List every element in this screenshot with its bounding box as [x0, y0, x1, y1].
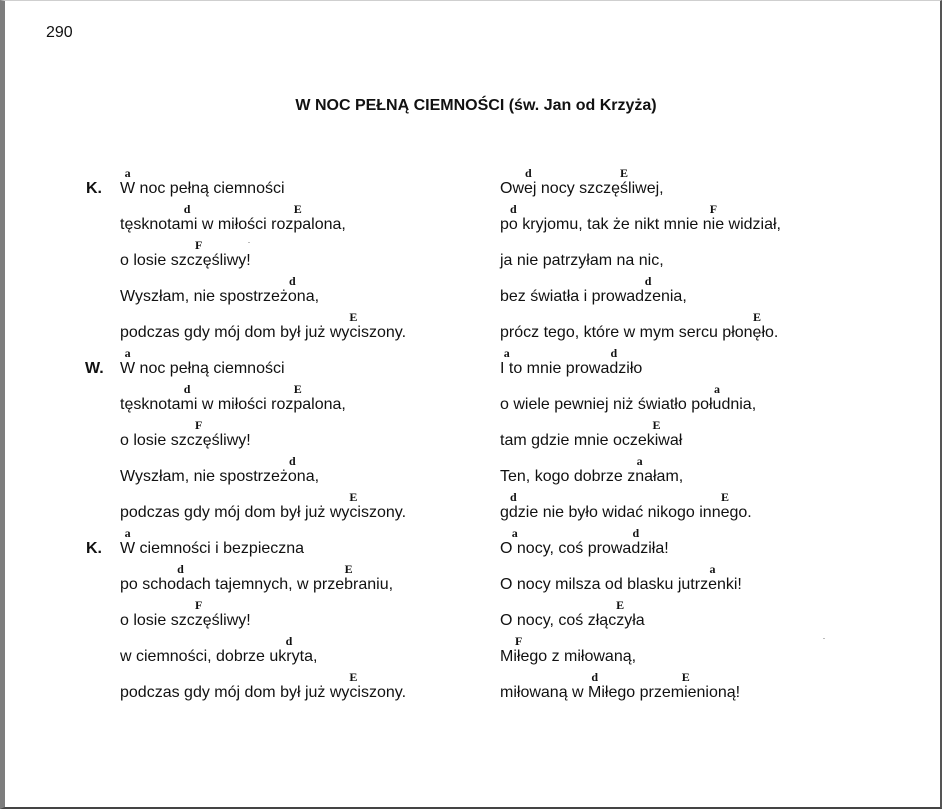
- chord-symbol: d: [632, 526, 640, 540]
- song-line: [120, 310, 480, 346]
- scan-speck: [248, 242, 250, 243]
- chord-symbol: E: [293, 202, 302, 216]
- song-line: [120, 634, 480, 670]
- chord-symbol: a: [714, 382, 720, 396]
- chord-symbol: E: [720, 490, 730, 504]
- chord-symbol: E: [349, 670, 358, 684]
- chord-row: [120, 418, 480, 432]
- chord-row: [120, 670, 480, 684]
- scan-speck: [823, 638, 825, 639]
- chord-symbol: E: [752, 310, 762, 324]
- lyric-text: bez światła i prowadzenia,: [500, 288, 687, 305]
- lyric-text: W noc pełną ciemności: [120, 360, 285, 377]
- song-title: W NOC PEŁNĄ CIEMNOŚCI (św. Jan od Krzyża): [295, 97, 657, 114]
- chord-row: [120, 238, 480, 252]
- lyric-text: I to mnie prowadziło: [500, 360, 643, 377]
- chord-symbol: F: [195, 238, 203, 252]
- chord-symbol: a: [511, 526, 518, 540]
- lyric-text: miłowaną w Miłego przemienioną!: [500, 684, 741, 701]
- chord-row: [500, 454, 860, 468]
- chord-row: [120, 166, 480, 180]
- lyric-text: O nocy milsza od blasku jutrzenki!: [500, 576, 742, 593]
- chord-symbol: E: [349, 490, 358, 504]
- song-line: [120, 562, 480, 598]
- chord-symbol: d: [183, 202, 191, 216]
- song-line: [500, 490, 860, 526]
- lyric-text: o wiele pewniej niż światło południa,: [500, 396, 757, 413]
- chord-symbol: a: [503, 346, 510, 360]
- lyric-text: o losie szczęśliwy!: [120, 612, 251, 629]
- lyric-text: Owej nocy szczęśliwej,: [500, 180, 664, 197]
- chord-row: [500, 418, 860, 432]
- song-line: [500, 166, 860, 202]
- chord-symbol: d: [288, 454, 296, 468]
- song-line: [500, 238, 860, 274]
- song-line: [500, 202, 860, 238]
- lyric-text: podczas gdy mój dom był już wyciszony.: [120, 684, 407, 701]
- chord-symbol: E: [349, 310, 358, 324]
- chord-symbol: d: [591, 670, 599, 684]
- chord-symbol: d: [644, 274, 652, 288]
- chord-symbol: a: [124, 526, 131, 540]
- song-line: [120, 382, 480, 418]
- lyric-text: Ten, kogo dobrze znałam,: [500, 468, 684, 485]
- verse-marker: K.: [86, 540, 102, 557]
- chord-row: [120, 634, 480, 648]
- lyric-text: o losie szczęśliwy!: [120, 432, 251, 449]
- lyric-text: O nocy, coś złączyła: [500, 612, 645, 629]
- chord-symbol: d: [525, 166, 532, 180]
- page-number: 290: [46, 24, 73, 41]
- chord-row: [500, 670, 860, 684]
- chord-row: [500, 202, 860, 216]
- chord-row: [500, 310, 860, 324]
- lyric-text: po kryjomu, tak że nikt mnie nie widział,: [500, 216, 781, 233]
- lyric-text: Miłego z miłowaną,: [500, 648, 637, 665]
- chord-symbol: F: [709, 202, 718, 216]
- chord-symbol: d: [509, 490, 517, 504]
- chord-row: [500, 274, 860, 288]
- chord-symbol: a: [709, 562, 716, 576]
- song-line: [120, 598, 480, 634]
- chord-row: [500, 166, 860, 180]
- song-line: [500, 382, 860, 418]
- chord-row: [120, 598, 480, 612]
- chord-row: [120, 454, 480, 468]
- song-line: [500, 598, 860, 634]
- chord-symbol: a: [124, 346, 131, 360]
- chord-row: [500, 382, 860, 396]
- chord-row: [500, 634, 860, 648]
- song-line: [120, 238, 480, 274]
- lyric-text: tęsknotami w miłości rozpalona,: [120, 396, 346, 413]
- chord-symbol: d: [177, 562, 184, 576]
- song-line: [500, 526, 860, 562]
- chord-row: [120, 310, 480, 324]
- chord-row: [120, 490, 480, 504]
- chord-symbol: a: [124, 166, 131, 180]
- lyric-text: prócz tego, które w mym sercu płonęło.: [500, 324, 779, 341]
- song-line: [500, 274, 860, 310]
- chord-row: [120, 562, 480, 576]
- chord-row: [120, 274, 480, 288]
- chord-symbol: F: [195, 598, 203, 612]
- chord-symbol: E: [344, 562, 353, 576]
- lyric-text: o losie szczęśliwy!: [120, 252, 251, 269]
- song-line: [500, 670, 860, 706]
- chord-symbol: d: [183, 382, 191, 396]
- lyric-text: po schodach tajemnych, w przebraniu,: [120, 576, 394, 593]
- chord-row: [500, 238, 860, 252]
- lyric-text: podczas gdy mój dom był już wyciszony.: [120, 504, 407, 521]
- verse-marker: W.: [85, 360, 104, 377]
- chord-row: [120, 382, 480, 396]
- chord-symbol: E: [293, 382, 302, 396]
- chord-symbol: d: [610, 346, 618, 360]
- lyric-text: Wyszłam, nie spostrzeżona,: [120, 468, 320, 485]
- chord-row: [500, 562, 860, 576]
- chord-symbol: d: [509, 202, 517, 216]
- chord-row: [500, 346, 860, 360]
- chord-row: [500, 598, 860, 612]
- chord-symbol: F: [515, 634, 523, 648]
- song-line: [120, 454, 480, 490]
- lyric-text: ja nie patrzyłam na nic,: [500, 252, 664, 269]
- chord-symbol: d: [285, 634, 293, 648]
- chord-symbol: F: [195, 418, 203, 432]
- chord-symbol: E: [619, 166, 629, 180]
- song-line: [120, 418, 480, 454]
- song-line: [500, 346, 860, 382]
- song-line: [500, 418, 860, 454]
- lyric-text: podczas gdy mój dom był już wyciszony.: [120, 324, 407, 341]
- chord-row: [500, 490, 860, 504]
- chord-row: [120, 526, 480, 540]
- song-line: [85, 346, 480, 382]
- chord-symbol: d: [288, 274, 296, 288]
- lyric-text: tam gdzie mnie oczekiwał: [500, 432, 683, 449]
- chord-symbol: E: [681, 670, 690, 684]
- lyric-text: W ciemności i bezpieczna: [120, 540, 305, 557]
- song-line: [500, 562, 860, 598]
- song-line: [500, 634, 860, 670]
- lyric-text: w ciemności, dobrze ukryta,: [120, 648, 318, 665]
- song-line: [120, 670, 480, 706]
- lyric-text: Wyszłam, nie spostrzeżona,: [120, 288, 320, 305]
- chord-symbol: E: [616, 598, 625, 612]
- song-line: [500, 310, 860, 346]
- lyric-text: gdzie nie było widać nikogo innego.: [500, 504, 752, 521]
- song-line: [120, 274, 480, 310]
- song-line: [500, 454, 860, 490]
- chord-row: [500, 526, 860, 540]
- song-line: [86, 166, 480, 202]
- lyric-text: tęsknotami w miłości rozpalona,: [120, 216, 346, 233]
- song-line: [120, 202, 480, 238]
- chord-row: [120, 202, 480, 216]
- verse-marker: K.: [86, 180, 102, 197]
- chord-symbol: E: [652, 418, 661, 432]
- song-line: [86, 526, 480, 562]
- chord-row: [120, 346, 480, 360]
- lyric-text: O nocy, coś prowadziła!: [500, 540, 669, 557]
- chord-symbol: a: [636, 454, 643, 468]
- lyric-text: W noc pełną ciemności: [120, 180, 285, 197]
- song-line: [120, 490, 480, 526]
